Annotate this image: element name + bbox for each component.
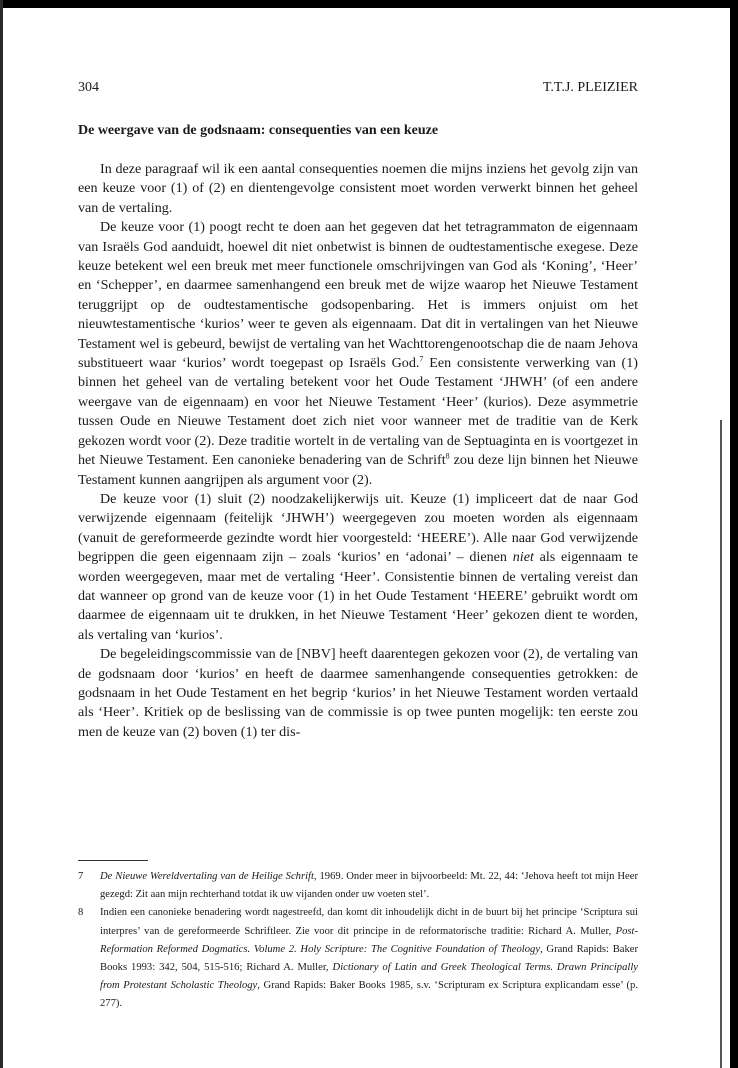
footnote-7-title: De Nieuwe Wereldvertaling van de Heilige Schrift bbox=[100, 871, 314, 882]
section-title: De weergave van de godsnaam: consequenties van een keuze bbox=[78, 123, 439, 138]
footnote-8 bbox=[78, 904, 638, 1013]
paragraph-2 bbox=[78, 218, 638, 490]
scan-gutter-line bbox=[720, 420, 722, 1068]
paragraph-3 bbox=[78, 490, 638, 645]
footnote-ref-7[interactable]: 7 bbox=[419, 354, 424, 364]
page-number: 304 bbox=[78, 80, 99, 95]
footnote-8-part-2: , Grand Rapids: Baker Books 1993: 342, 504, 515-516; Richard A. Muller, bbox=[100, 943, 639, 974]
scan-border-left bbox=[0, 0, 3, 1068]
footnote-text bbox=[100, 868, 638, 904]
paragraph-1: In deze paragraaf wil ik een aantal consequenties noemen die mijns inziens het gevolg zijn van een keuze voor (1) of (2) en dientengevolge consistent moet worden verwerkt binnen het geheel van de vertaling. bbox=[78, 161, 638, 216]
footnote-7 bbox=[78, 868, 638, 904]
footnote-8-part-1: Indien een canonieke benadering wordt nagestreefd, dan komt dit inhoudelijk dicht in de buurt bij het principe ‘Scriptura sui interpres’ van de gereformeerde Schriftleer. Zie voor dit principe in de reformatorische traditie: Richard A. Muller, bbox=[100, 907, 638, 937]
page-content bbox=[78, 80, 638, 742]
paragraph-3-part-b: als eigennaam te worden weergegeven, maar met de vertaling ‘Heer’. Consistentie binnen de vertaling vereist dan dat wanneer op grond van de keuze voor (1) in het Oude Testament ‘HEERE’ gebruikt wordt om daarmee de eigennaam uit te drukken, in het Nieuwe Testament ‘Heer’ gekozen dient te worden, als vertaling van ‘kurios’. bbox=[78, 549, 638, 643]
footnotes bbox=[78, 868, 638, 1014]
footnote-number: 8 bbox=[78, 907, 84, 919]
running-head bbox=[78, 80, 638, 96]
footnote-8-book-title-1: Post-Reformation Reformed Dogmatics. Volume 2. Holy Scripture: The Cognitive Foundation of Theology bbox=[100, 925, 638, 955]
scan-border-top bbox=[0, 0, 738, 8]
paragraph-4: De begeleidingscommissie van de [NBV] heeft daarentegen gekozen voor (2), de vertaling van de godsnaam door ‘kurios’ en heeft de daarmee samenhangende consequenties getrokken: de godsnaam in het Oude Testament en het begrip ‘kurios’ in het Nieuwe Testament worden vertaald als ‘Heer’. Kritiek op de beslissing van de commissie is op twee punten mogelijk: ten eerste zou men de keuze van (2) boven (1) ter dis- bbox=[78, 646, 638, 740]
paragraph-3-emphasis: niet bbox=[512, 549, 534, 566]
footnote-8-book-title-2: Dictionary of Latin and Greek Theological Terms. Drawn Principally from Protestant Scholastic Theology bbox=[100, 962, 638, 992]
paragraph-2-part-c: zou deze lijn binnen het Nieuwe Testament kunnen aangrijpen als argument voor (2). bbox=[78, 452, 638, 488]
footnote-7-rest: , 1969. Onder meer in bijvoorbeeld: Mt. 22, 44: ‘Jehova heeft tot mijn Heer gezegd: Zit aan mijn rechterhand totdat ik uw vijanden onder uw voeten stel’. bbox=[100, 871, 638, 901]
body-text bbox=[78, 160, 638, 742]
paragraph-2-part-b: Een consistente verwerking van (1) binnen het geheel van de vertaling betekent voor het Oude Testament ‘JHWH’ (of een andere weergave van de eigennaam) en voor het Nieuwe Testament ‘Heer’ (kurios). Deze asymmetrie tussen Oude en Nieuwe Testament doet zich niet voor wanneer met de traditie van de Kerk gekozen wordt voor (2). Deze traditie wortelt in de vertaling van de Septuaginta en is voortgezet in het Nieuwe Testament. Een canonieke benadering van de Schrift bbox=[78, 355, 638, 469]
footnote-rule bbox=[78, 860, 148, 861]
footnote-ref-8[interactable]: 8 bbox=[445, 451, 450, 461]
footnote-text bbox=[100, 904, 638, 1013]
running-title: T.T.J. PLEIZIER bbox=[542, 80, 638, 95]
paragraph-2-part-a: De keuze voor (1) poogt recht te doen aan het gegeven dat het tetragrammaton de eigennaam van Israëls God aanduidt, hoewel dit niet onbetwist is binnen de oudtestamentische exegese. Deze keuze betekent wel een breuk met meer functionele omschrijvingen van God als ‘Koning’, ‘Heer’ en ‘Schepper’, en daarmee samenhangend een breuk met de wijze waarop het Nieuwe Testament teruggrijpt op de oudtestamentische godsopenbaring. Het is immers onjuist om het nieuwtestamentische ‘kurios’ weer te geven als eigennaam. Dat dit in vertalingen van het Nieuwe Testament wel is gebeurd, bewijst de vertaling van het Wachttorengenootschap die de naam Jehova substitueert waar ‘kurios’ wordt toegepast op Israëls God. bbox=[78, 219, 638, 372]
paragraph-3-part-a: De keuze voor (1) sluit (2) noodzakelijkerwijs uit. Keuze (1) impliceert dat de naar God verwijzende eigennaam (feitelijk ‘JHWH’) weergegeven zou moeten worden als eigennaam (vanuit de gereformeerde gezindte wordt hier voorgesteld: ‘HEERE’). Alle naar God verwijzende begrippen die geen eigennaam zijn – zoals ‘kurios’ en ‘adonai’ – dienen bbox=[78, 490, 638, 566]
footnote-number: 7 bbox=[78, 871, 84, 882]
footnote-8-part-3: , Grand Rapids: Baker Books 1985, s.v. ‘Scripturam ex Scriptura explicandam esse’ (p. 277). bbox=[100, 980, 638, 1010]
scan-border-right bbox=[730, 0, 738, 1068]
